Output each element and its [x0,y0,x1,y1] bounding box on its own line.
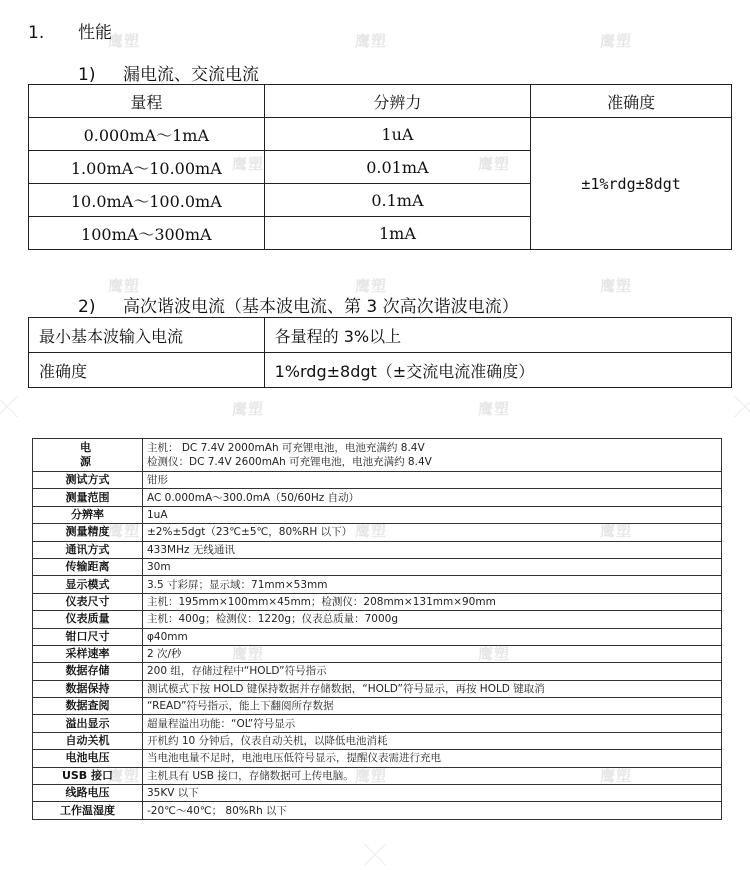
spec-value: 测试模式下按 HOLD 键保持数据并存储数据，“HOLD”符号显示，再按 HOLD 键取消 [143,680,722,697]
table-row [29,118,732,151]
watermark: 鹰塑 [355,522,388,540]
spec-value: 开机约 10 分钟后，仪表自动关机，以降低电池消耗 [143,732,722,749]
watermark: 鹰塑 [108,32,141,50]
range-cell: 0.000mA～1mA [29,118,265,151]
subsection-title: 漏电流、交流电流 [123,65,259,85]
table-row [33,472,722,489]
spec-label: 工作温湿度 [33,802,143,819]
section-heading [28,18,112,43]
spec-value: -20℃～40℃； 80%Rh 以下 [143,802,722,819]
column-header: 分辨力 [264,85,531,118]
spec-value: 主机：195mm×100mm×45mm；检测仪：208mm×131mm×90mm [143,593,722,610]
spec-value: 钳形 [143,472,722,489]
spec-label: 通讯方式 [33,541,143,558]
table-row [33,680,722,697]
spec-label: 仪表质量 [33,611,143,628]
table-row [33,645,722,662]
specifications-table [32,438,722,820]
spec-label: 溢出显示 [33,715,143,732]
table-row [33,558,722,575]
spec-label: 线路电压 [33,785,143,802]
column-header: 量程 [29,85,265,118]
table-row [33,628,722,645]
watermark: 鹰塑 [355,277,388,295]
accuracy-cell: ±1%rdg±8dgt [531,118,732,250]
watermark: 鹰塑 [108,767,141,785]
spec-label: 分辨率 [33,506,143,523]
spec-label: 显示模式 [33,576,143,593]
subsection-heading-2 [78,292,519,317]
spec-value: ±2%±5dgt（23℃±5℃，80%RH 以下） [143,524,722,541]
table-row [29,318,732,353]
harmonic-current-table [28,317,732,388]
watermark: 鹰塑 [600,277,633,295]
table-row [33,663,722,680]
watermark: 鹰塑 [232,645,265,663]
spec-value: 200 组，存储过程中“HOLD”符号指示 [143,663,722,680]
spec-value: AC 0.000mA～300.0mA（50/60Hz 自动） [143,489,722,506]
spec-label: 数据查阅 [33,698,143,715]
table-row [33,750,722,767]
resolution-cell: 0.1mA [264,184,531,217]
table-row [33,439,722,472]
watermark: 鹰塑 [478,155,511,173]
leakage-current-table [28,84,732,250]
spec-label: 电 源 [33,439,143,472]
subsection-number: 1) [78,65,96,85]
section-title: 性能 [78,23,112,43]
table-row [33,506,722,523]
column-header: 准确度 [531,85,732,118]
spec-label: 仪表尺寸 [33,593,143,610]
table-row [33,489,722,506]
watermark-cross-mark [730,392,750,422]
spec-label: 数据保持 [33,680,143,697]
spec-value: 当电池电量不足时，电池电压低符号显示，提醒仪表需进行充电 [143,750,722,767]
table-header-row [29,85,732,118]
watermark: 鹰塑 [355,32,388,50]
table-row [33,593,722,610]
table-row [33,732,722,749]
spec-value: 433MHz 无线通讯 [143,541,722,558]
value-cell: 各量程的 3%以上 [264,318,731,353]
watermark-cross-mark [0,392,22,422]
table-row [33,802,722,819]
watermark: 鹰塑 [232,400,265,418]
table-row [33,576,722,593]
spec-value [143,439,722,472]
spec-value: 3.5 寸彩屏；显示域：71mm×53mm [143,576,722,593]
table-row [33,785,722,802]
spec-label: 传输距离 [33,558,143,575]
value-cell: 1%rdg±8dgt（±交流电流准确度） [264,353,731,388]
spec-label: 采样速率 [33,645,143,662]
table-row [33,767,722,784]
watermark: 鹰塑 [232,155,265,173]
resolution-cell: 0.01mA [264,151,531,184]
spec-label: USB 接口 [33,767,143,784]
spec-value: 1uA [143,506,722,523]
spec-value: 超量程溢出功能：“OL”符号显示 [143,715,722,732]
spec-label: 自动关机 [33,732,143,749]
spec-value: 2 次/秒 [143,645,722,662]
spec-label: 数据存储 [33,663,143,680]
power-host-line: 主机： DC 7.4V 2000mAh 可充锂电池，电池充满约 8.4V [147,442,425,454]
resolution-cell: 1mA [264,217,531,250]
spec-label: 测量范围 [33,489,143,506]
subsection-number: 2) [78,297,96,317]
spec-value: “READ”符号指示，能上下翻阅所存数据 [143,698,722,715]
table-row [33,611,722,628]
table-row [29,353,732,388]
spec-value: 30m [143,558,722,575]
watermark: 鹰塑 [478,645,511,663]
table-row [33,698,722,715]
watermark: 鹰塑 [478,400,511,418]
range-cell: 100mA～300mA [29,217,265,250]
spec-label: 钳口尺寸 [33,628,143,645]
watermark: 鹰塑 [600,522,633,540]
watermark: 鹰塑 [600,32,633,50]
table-row [33,541,722,558]
range-cell: 1.00mA～10.00mA [29,151,265,184]
spec-label: 测试方式 [33,472,143,489]
watermark: 鹰塑 [600,767,633,785]
subsection-heading-1 [78,60,259,85]
spec-label: 测量精度 [33,524,143,541]
watermark: 鹰塑 [355,767,388,785]
subsection-title: 高次谐波电流（基本波电流、第 3 次高次谐波电流） [123,297,519,317]
section-number: 1. [28,23,45,43]
spec-label: 电池电压 [33,750,143,767]
resolution-cell: 1uA [264,118,531,151]
range-cell: 10.0mA～100.0mA [29,184,265,217]
power-detector-line: 检测仪：DC 7.4V 2600mAh 可充锂电池，电池充满约 8.4V [147,456,432,468]
spec-value: 主机具有 USB 接口，存储数据可上传电脑。 [143,767,722,784]
label-cell: 准确度 [29,353,265,388]
watermark-cross-mark [360,840,390,870]
watermark: 鹰塑 [108,277,141,295]
table-row [33,524,722,541]
spec-value: 35KV 以下 [143,785,722,802]
spec-value: 主机：400g；检测仪：1220g；仪表总质量：7000g [143,611,722,628]
table-row [33,715,722,732]
label-cell: 最小基本波输入电流 [29,318,265,353]
spec-value: φ40mm [143,628,722,645]
watermark: 鹰塑 [108,522,141,540]
